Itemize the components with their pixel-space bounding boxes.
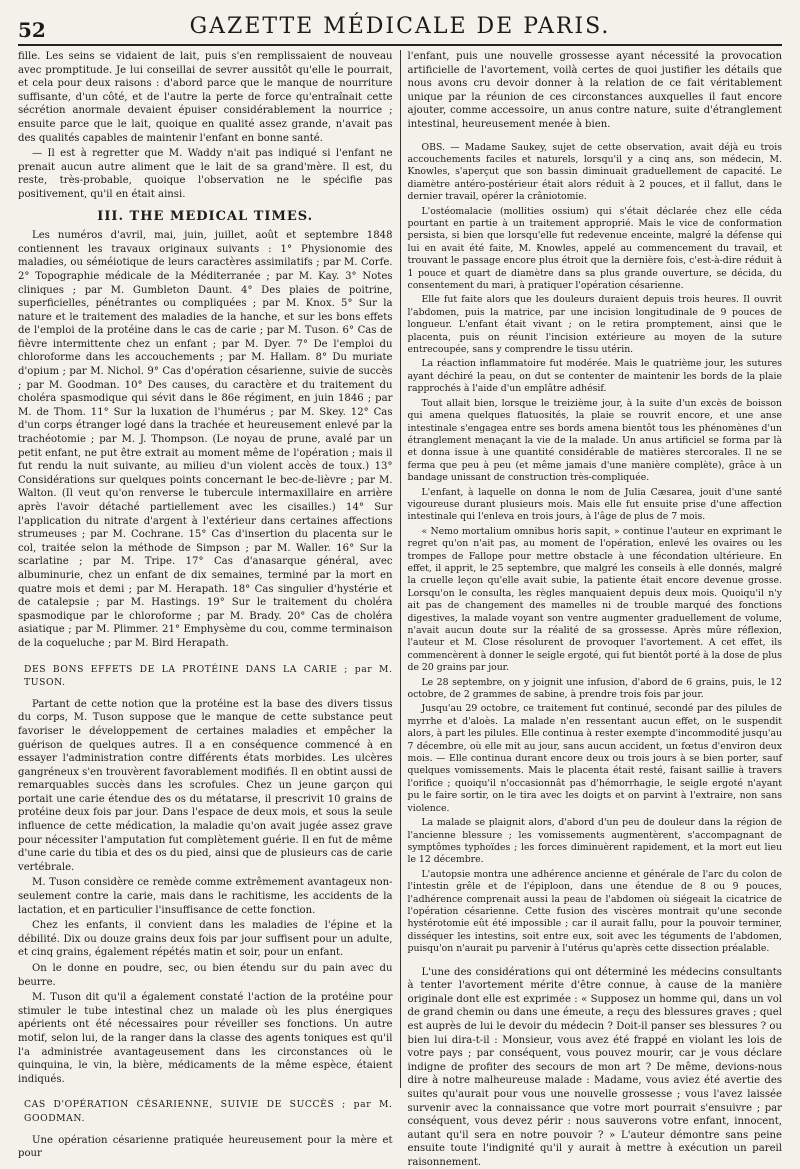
- observation-block: [408, 142, 783, 956]
- article-heading: CAS D'OPÉRATION CÉSARIENNE, SUIVIE DE SUCCÈS ; par M. GOODMAN.: [24, 1099, 393, 1124]
- paragraph: La malade se plaignit alors, d'abord d'un peu de douleur dans la région de l'ancienne blessure ; les vomissements augmentèrent, s'accompagnant de symptômes typhoïdes ; les forces diminuèrent rapidement, et la mort eut lieu le 12 décembre.: [407, 817, 782, 866]
- paragraph: M. Tuson dit qu'il a également constaté l'action de la protéine pour stimuler le tube intestinal chez un malade où les plus énergiques apérients ont été nécessaires pour réveiller ses fonctions. Un autre motif, selon lui, de la ranger dans la classe des agents toniques est qu'il l'a administrée avantageusement dans les circonstances où le quinquina, le vin, la bière, médicaments de la même espèce, étaient indiqués.: [18, 992, 393, 1085]
- section-title: III. THE MEDICAL TIMES.: [97, 208, 314, 224]
- spacer: [408, 958, 783, 966]
- paragraph: Chez les enfants, il convient dans les maladies de l'épine et la débilité. Dix ou douze grains deux fois par jour suffisent pour un adulte, et cinq grains, également répétés matin et soir, pour un enfant.: [18, 920, 393, 959]
- masthead-title: GAZETTE MÉDICALE DE PARIS.: [189, 14, 611, 39]
- paragraph: L'enfant, à laquelle on donna le nom de Julia Cæsarea, jouit d'une santé vigoureuse durant plusieurs mois. Mais elle fut ensuite prise d'une affection intestinale qui l'enleva en trois jours, à l'âge de plus de 7 mois.: [407, 486, 782, 523]
- page-number: 52: [18, 18, 46, 42]
- paragraph: — Il est à regretter que M. Waddy n'ait pas indiqué si l'enfant ne prenait aucun autre aliment que le lait de sa grand'mère. Il est, du reste, très-probable, quoique l'observation ne le spécifie pas positivement, qu'il en était ainsi.: [18, 148, 393, 200]
- left-column: [18, 50, 400, 1160]
- paragraph: L'ostéomalacie (mollities ossium) qui s'était déclarée chez elle céda pourtant en partie à un traitement approprié. Mais le vice de conformation persista, si bien que lorsqu'elle fut redevenue enceinte, malgré la défense qui lui en avait été faite, M. Knowles, appelé au commencement du travail, et trouvant le passage encore plus étroit que la dernière fois, c'est-à-dire réduit à 1 pouce et quart de diamètre dans sa plus grande ouverture, se décida, du consentement du mari, à pratiquer l'opération césarienne.: [407, 205, 782, 292]
- paragraph: L'une des considérations qui ont déterminé les médecins consultants à tenter l'avortement mérite d'être connue, à cause de la manière originale dont elle est exprimée : « Supposez un homme qui, dans un vol de grand chemin ou dans une émeute, a reçu des blessures graves ; quel est auprès de lui le devoir du médecin ? Doit-il panser ses blessures ? ou bien lui dira-t-il : Monsieur, vous avez été frappé en violant les lois de votre pays ; par conséquent, vous pouvez mourir, car je vous déclare indigne de profiter des secours de mon art ? De même, devions-nous dire à notre malheureuse malade : Madame, vous aviez été avertie des suites qu'aurait pour vous une nouvelle grossesse ; vous l'avez laissée survenir avec la connaissance que votre mort pourrait s'ensuivre ; par conséquent, vous devez périr : nous sauverons votre enfant, innocent, autant qu'il sera en notre pouvoir ? » L'auteur démontre sans peine ensuite toute l'indignité qu'il y aurait à mettre à exécution un pareil raisonnement.: [407, 966, 782, 1168]
- spacer: [408, 134, 783, 142]
- article-columns: [18, 50, 782, 1168]
- paragraph: L'autopsie montra une adhérence ancienne et générale de l'arc du colon de l'intestin grêle et de l'épiploon, dans une étendue de 8 ou 9 pouces, l'adhérence comprenait aussi la peau de l'abdomen où siégeait la cicatrice de l'opération césarienne. Cette fusion des viscères montrait qu'une seconde hystérotomie eût été impossible ; car il aurait fallu, pour la pouvoir terminer, disséquer les intestins, soit entre eux, soit avec les téguments de l'abdomen, puisqu'on n'aurait pu parvenir à l'utérus qu'après cette dissection préalable.: [407, 868, 782, 955]
- paragraph: Le 28 septembre, on y joignit une infusion, d'abord de 6 grains, puis, le 12 octobre, de 2 grammes de sabine, à prendre trois fois par jour.: [407, 676, 782, 701]
- paragraph: OBS. — Madame Saukey, sujet de cette observation, avait déjà eu trois accouchements faciles et naturels, lorsqu'il y a cinq ans, son médecin, M. Knowles, s'aperçut que son bassin diminuait graduellement de capacité. Le diamètre antéro-postérieur était alors réduit à 2 pouces, et il fallut, dans le dernier travail, opérer la crâniotomie.: [407, 141, 782, 203]
- paragraph: l'enfant, puis une nouvelle grossesse ayant nécessité la provocation artificielle de l'avortement, voilà certes de quoi justifier les détails que nous avons cru devoir donner à la relation de ce fait véritablement unique par la réunion de ces circonstances auxquelles il faut encore ajouter, comme accessoire, un anus contre nature, suite d'étranglement intestinal, heureusement menée à bien.: [407, 51, 782, 130]
- paragraph: M. Tuson considère ce remède comme extrêmement avantageux non-seulement contre la carie, mais dans le rachitisme, les accidents de la lactation, et en particulier l'insuffisance de cette fonction.: [18, 877, 393, 916]
- paragraph: Tout allait bien, lorsque le treizième jour, à la suite d'un excès de boisson qui amena quelques flatuosités, la plaie se rouvrit encore, et une anse intestinale s'engagea entre ses bords amena bientôt tous les phénomènes d'un étranglement menaçant la vie de la malade. Un anus artificiel se forma par là et donna issue à une quantité considérable de matières stercorales. Il ne se ferma que peu à peu (et même jamais d'une manière complète), grâce à un bandage unissant de construction très-compliquée.: [407, 397, 782, 484]
- paragraph: Une opération césarienne pratiquée heureusement pour la mère et pour: [18, 1134, 393, 1160]
- paragraph: Les numéros d'avril, mai, juin, juillet, août et septembre 1848 contiennent les travaux originaux suivants : 1° Physionomie des maladies, ou séméiotique de leurs caractères assimilatifs ; par M. Corfe. 2° Topographie médicale de la Méditerranée ; par M. Kay. 3° Notes cliniques ; par M. Gumbleton Daunt. 4° Des plaies de poitrine, superficielles, pénétrantes ou compliquées ; par M. Knox. 5° Sur la nature et le traitement des maladies de la hanche, et sur les bons effets de l'emploi de la protéine dans le cas de carie ; par M. Tuson. 6° Cas de fièvre intermittente chez un enfant ; par M. Dyer. 7° De l'emploi du chloroforme dans les accouchements ; par M. Hallam. 8° Du muriate d'opium ; par M. Nichol. 9° Cas d'opération césarienne, suivie de succès ; par M. Goodman. 10° Des causes, du caractère et du traitement du choléra spasmodique qui sévit dans le 86e régiment, en juin 1846 ; par M. de Thom. 11° Sur la luxation de l'humérus ; par M. Skey. 12° Cas d'un corps étranger logé dans la trachée et heureusement enlevé par la trachéotomie ; par M. J. Thompson. (Le noyau de prune, avalé par un petit enfant, ne put être extrait au moment même de l'opération ; mais il fut rendu la nuit suivante, au milieu d'un violent accès de toux.) 13° Considérations sur quelques points concernant le bec-de-lièvre ; par M. Walton. (Il veut qu'on renverse le tubercule intermaxillaire en arrière après l'avoir détaché partiellement avec les cisailles.) 14° Sur l'application du nitrate d'argent à l'extérieur dans certaines affections strumeuses ; par M. Cochrane. 15° Cas d'insertion du placenta sur le col, traitée selon la méthode de Simpson ; par M. Waller. 16° Sur la scarlatine ; par M. Tripe. 17° Cas d'anasarque général, avec albuminurie, chez un enfant de dix semaines, terminé par la mort en quatre mois et demi ; par M. Herapath. 18° Cas singulier d'hystérie et de catalepsie ; par M. Hastings. 19° Sur le traitement du choléra spasmodique par le chloroforme ; par M. Brady. 20° Cas de choléra asiatique ; par M. Plimmer. 21° Emphysème du cou, comme terminaison de la coqueluche ; par M. Bird Herapath.: [18, 230, 393, 649]
- paragraph: Elle fut faite alors que les douleurs duraient depuis trois heures. Il ouvrit l'abdomen, puis la matrice, par une incision longitudinale de 9 pouces de longueur. L'enfant était vivant ; on le retira promptement, ainsi que le placenta, puis on réunit l'incision extérieure au moyen de la suture entrecoupée, sans y comprendre le tissu utérin.: [407, 294, 782, 356]
- paragraph: « Nemo mortalium omnibus horis sapit, » continue l'auteur en exprimant le regret qu'on n'ait pas, au moment de l'opération, enlevé les ovaires ou les trompes de Fallope pour mettre obstacle à une fécondation ultérieure. En effet, il apprit, le 25 septembre, que malgré les conseils à elle donnés, malgré la cruelle leçon qu'elle avait subie, la patiente était encore devenue grosse. Lorsqu'on le consulta, les règles manquaient depuis deux mois. Quoiqu'il n'y ait pas de changement des mamelles ni de trouble marqué des fonctions digestives, la malade voyant son ventre augmenter graduellement de volume, n'avait aucun doute sur la réalité de sa grossesse. Après mûre réflexion, l'auteur et M. Close résolurent de provoquer l'avortement. A cet effet, ils commencèrent à donner le seigle ergoté, qui fut bientôt porté à la dose de plus de 20 grains par jour.: [407, 525, 782, 674]
- paragraph: Jusqu'au 29 octobre, ce traitement fut continué, secondé par des pilules de myrrhe et d'aloès. La malade n'en ressentant aucun effet, on le suspendit alors, à part les pilules. Elle continua à rester exempte d'incommodité jusqu'au 7 décembre, où elle mit au jour, sans aucun accident, un fœtus d'environ deux mois. — Elle continua durant encore deux ou trois jours à se bien porter, sauf quelques vomissements. Mais le placenta était resté, faisant saillie à travers l'orifice ; quoiqu'il n'occasionnât pas d'hémorrhagie, le seigle ergoté n'ayant pu le faire sortir, on le tira avec les doigts et on parvint à l'extraire, non sans violence.: [407, 703, 782, 814]
- page-header: [18, 8, 782, 46]
- paragraph: On le donne en poudre, sec, ou bien étendu sur du pain avec du beurre.: [18, 963, 393, 988]
- article-heading: DES BONS EFFETS DE LA PROTÉINE DANS LA CARIE ; par M. TUSON.: [24, 663, 393, 689]
- paragraph: La réaction inflammatoire fut modérée. Mais le quatrième jour, les sutures ayant déchiré la peau, on dut se contenter de maintenir les bords de la plaie rapprochés à l'aide d'un emplâtre adhésif.: [407, 358, 782, 395]
- paragraph: fille. Les seins se vidaient de lait, puis s'en remplissaient de nouveau avec promptitude. Je lui conseillai de sevrer aussitôt qu'elle le pourrait, et cela pour deux raisons : d'abord parce que le manque de nourriture suffisante, d'un côté, et de l'autre la perte de force qu'entraînait cette sécrétion anormale devaient épuiser considérablement la nourrice ; ensuite parce que le lait, quoique en qualité assez grande, n'avait pas des qualités capables de maintenir l'enfant en bonne santé.: [18, 51, 393, 144]
- paragraph: Partant de cette notion que la protéine est la base des divers tissus du corps, M. Tuson suppose que le manque de cette substance peut favoriser le développement de certaines maladies et empêcher la guérison de quelques autres. Il a en conséquence commencé à en essayer l'administration contre différents états morbides. Les ulcères gangréneux s'en trouvèrent favorablement modifiés. Il en obtint aussi de remarquables succès dans les scrofules. Chez un jeune garçon qui portait une carie étendue des os du métatarse, il prescrivit 10 grains de protéine deux fois par jour. Dans l'espace de deux mois, et sous la seule influence de cette médication, la maladie qu'on avait jugée assez grave pour nécessiter l'amputation fut complètement guérie. Il en fut de même d'une carie du tibia et des os du pied, ainsi que de plusieurs cas de carie vertébrale.: [18, 698, 393, 873]
- right-column: [400, 50, 783, 1168]
